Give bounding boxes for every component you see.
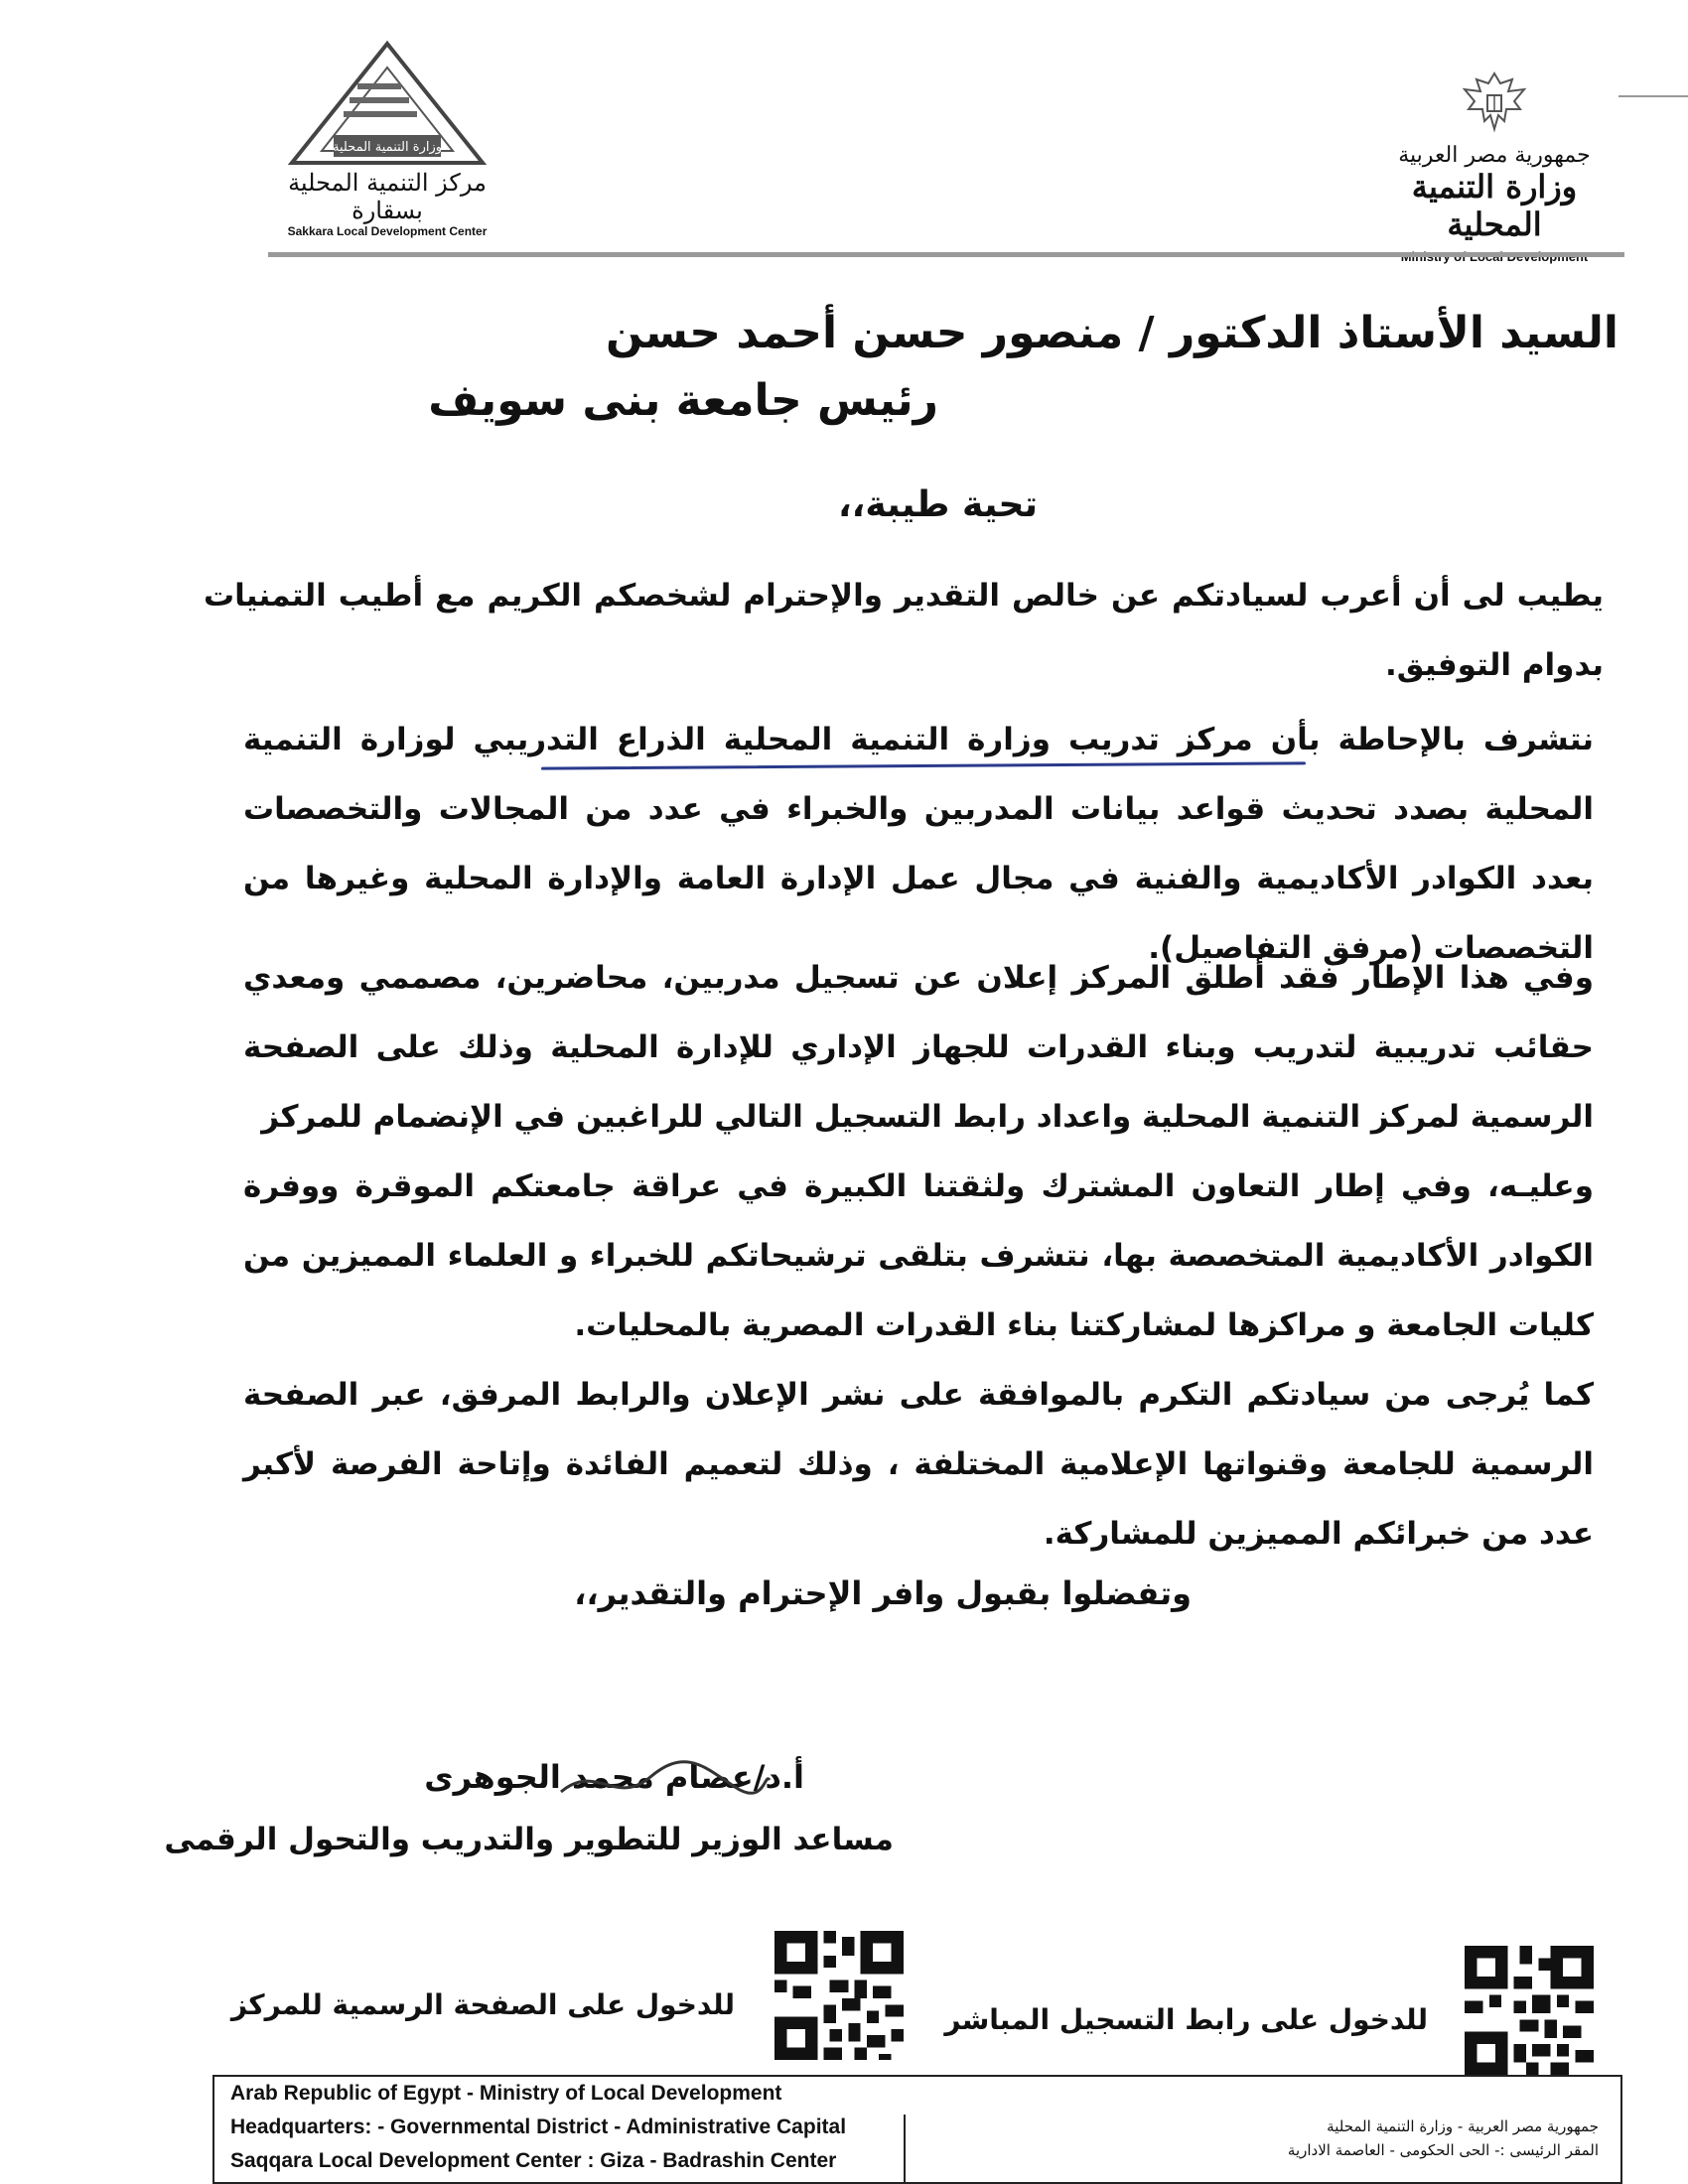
footer-english [230, 2077, 846, 2178]
ministry-name-ar: وزارة التنمية المحلية [1411, 168, 1578, 243]
eagle-emblem-icon [1455, 69, 1534, 139]
ministry-logo [1370, 69, 1618, 268]
footer-en-line3: Saqqara Local Development Center : Giza - Badrashin Center [230, 2149, 837, 2172]
pyramid-logo-text: وزارة التنمية المحلية [332, 140, 443, 155]
footer-ar-line2: المقر الرئيسى :- الحى الحكومى - العاصمة الادارية [1287, 2141, 1599, 2159]
pyramid-logo-icon [288, 40, 487, 169]
footer-en-line2: Headquarters: - Governmental District - Administrative Capital [230, 2116, 847, 2138]
recipient-title: رئيس جامعة بنى سويف [428, 375, 938, 426]
footer-divider [904, 2115, 906, 2184]
paragraph-announcement: نتشرف بالإحاطة بأن مركز تدريب وزارة التنمية المحلية الذراع التدريبي لوزارة التنمية المحلية بصدد تحديث قواعد بيانات المدربين والخبراء في عدد من المجالات والتخصصات بعدد الكوادر الأكاديمية والفنية في مجال عمل الإدارة العامة والإدارة المحلية وغيرها من التخصصات (مرفق التفاصيل). [243, 722, 1594, 966]
paragraph-cooperation: وعليـه، وفي إطار التعاون المشترك ولثقتنا الكبيرة في عراقة جامعتكم الموقرة ووفرة الكوادر الأكاديمية المتخصصة بها، نتشرف بتلقى ترشيحاتكم للخبراء و العلماء المميزين من كليات الجامعة و مراكزها لمشاركتنا بناء القدرات المصرية بالمحليات. [243, 1168, 1594, 1343]
corner-line [1618, 95, 1688, 97]
qr-code-icon [774, 1931, 904, 2060]
closing-line: وتفضلوا بقبول وافر الإحترام والتقدير،، [574, 1574, 1192, 1612]
paragraph-framework: وفي هذا الإطار فقد أطلق المركز إعلان عن تسجيل مدربين، محاضرين، مصممي ومعدي حقائب تدريبية لتدريب وبناء القدرات للجهاز الإداري للإدارة المحلية وذلك على الصفحة الرسمية لمركز التنمية المحلية واعداد رابط التسجيل التالي للراغبين في الإنضمام للمركز [243, 960, 1594, 1135]
paragraph-request: كما يُرجى من سيادتكم التكرم بالموافقة على نشر الإعلان والرابط المرفق، عبر الصفحة الرسمية للجامعة وقنواتها الإعلامية المختلفة ، وذلك لتعميم الفائدة وإتاحة الفرصة لأكبر عدد من خبرائكم المميزين للمشاركة. [243, 1377, 1594, 1552]
signatory-name: أ.د/عصام محمد الجوهرى [424, 1758, 804, 1796]
greeting: تحية طيبة،، [837, 484, 1038, 525]
center-name-ar: مركز التنمية المحلية بسقارة [288, 169, 487, 224]
header-divider [268, 252, 1624, 257]
qr-code-registration[interactable] [1465, 1946, 1594, 2075]
qr-caption-official-page: للدخول على الصفحة الرسمية للمركز [230, 1988, 735, 2021]
qr-code-icon [1465, 1946, 1594, 2075]
sakkara-center-logo [253, 40, 521, 238]
ministry-country: جمهورية مصر العربية [1398, 143, 1591, 168]
paragraph-intro: يطيب لى أن أعرب لسيادتكم عن خالص التقدير والإحترام لشخصكم الكريم مع أطيب التمنيات بدوام التوفيق. [204, 578, 1604, 683]
center-name-en: Sakkara Local Development Center [287, 224, 488, 238]
qr-caption-registration: للدخول على رابط التسجيل المباشر [944, 2003, 1428, 2036]
signature-scribble-icon [556, 1752, 774, 1812]
signatory-title: مساعد الوزير للتطوير والتدريب والتحول الرقمى [164, 1822, 894, 1857]
footer-ar-line1: جمهورية مصر العربية - وزارة التنمية المحلية [1327, 2117, 1599, 2135]
recipient-name: السيد الأستاذ الدكتور / منصور حسن أحمد حسن [605, 308, 1618, 358]
footer-arabic [1102, 2115, 1599, 2162]
footer-en-line1: Arab Republic of Egypt - Ministry of Local Development [230, 2082, 782, 2105]
qr-code-official-page[interactable] [774, 1931, 904, 2060]
